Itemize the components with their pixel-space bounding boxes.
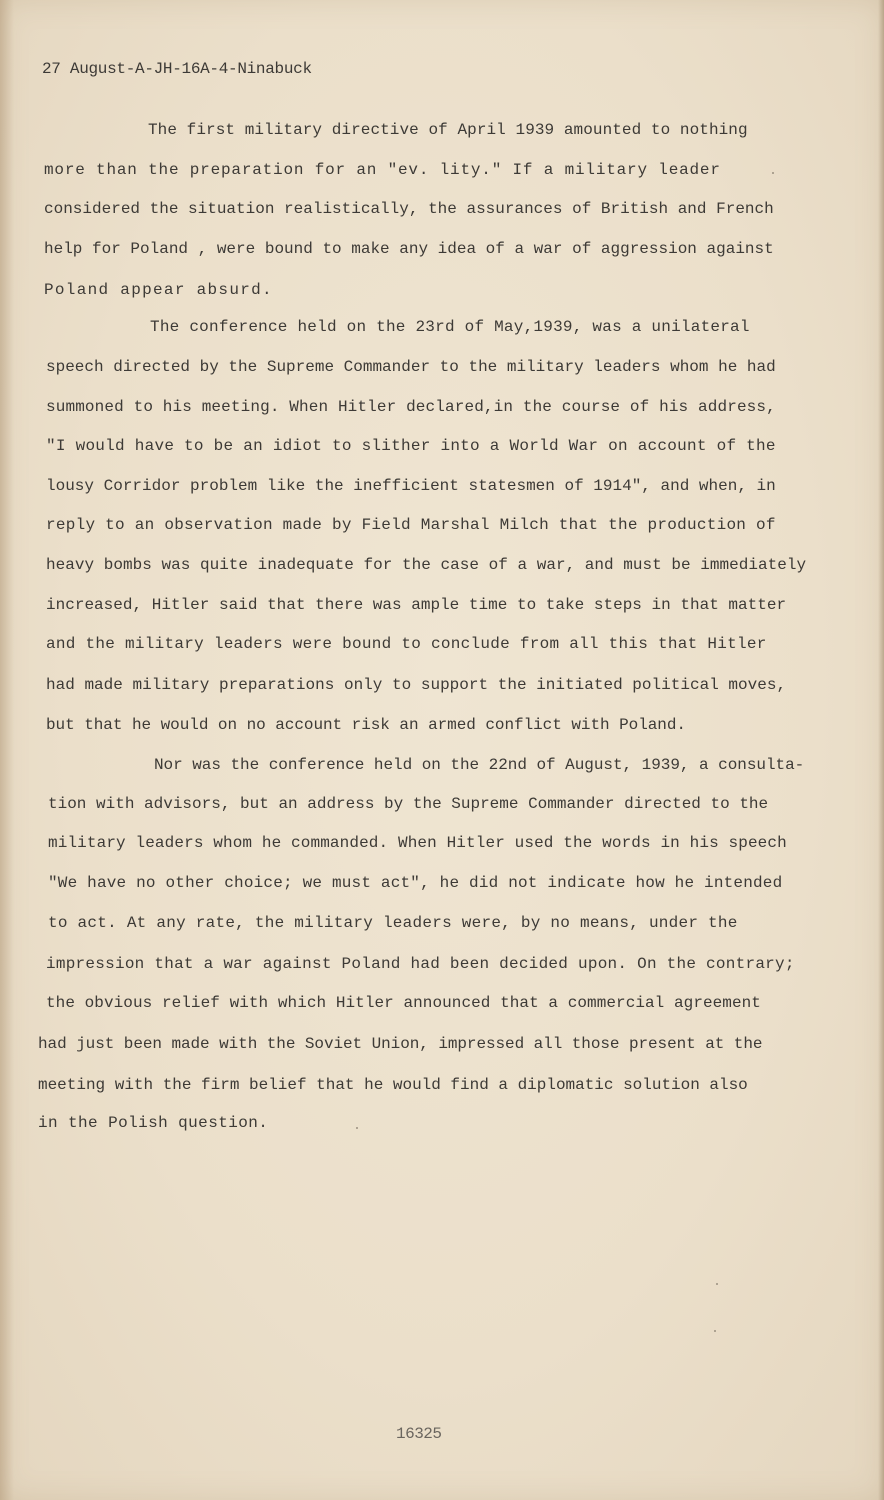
paper-edge-right bbox=[878, 0, 884, 1500]
paper-speck bbox=[716, 1283, 718, 1285]
text-line: help for Poland , were bound to make any idea of a war of aggression against bbox=[44, 240, 774, 258]
text-line: had just been made with the Soviet Union, impressed all those present at the bbox=[38, 1035, 763, 1053]
document-header: 27 August-A-JH-16A-4-Ninabuck bbox=[42, 60, 312, 78]
text-line: but that he would on no account risk an armed conflict with Poland. bbox=[46, 716, 686, 734]
text-line: The first military directive of April 1939 amounted to nothing bbox=[148, 121, 748, 139]
text-line: heavy bombs was quite inadequate for the case of a war, and must be immediately bbox=[46, 556, 807, 574]
text-line: in the Polish question. bbox=[38, 1114, 269, 1132]
text-line: The conference held on the 23rd of May,1939, was a unilateral bbox=[150, 318, 750, 336]
page-number: 16325 bbox=[396, 1425, 442, 1443]
text-line: lousy Corridor problem like the inefficient statesmen of 1914", and when, in bbox=[46, 477, 776, 495]
text-line: more than the preparation for an "ev. lity." If a military leader bbox=[44, 161, 721, 179]
paper-speck bbox=[356, 1127, 358, 1129]
text-line: had made military preparations only to support the initiated political moves, bbox=[46, 676, 787, 694]
text-line: military leaders whom he commanded. When Hitler used the words in his speech bbox=[48, 834, 787, 852]
paper-speck bbox=[714, 1330, 716, 1332]
text-line: speech directed by the Supreme Commander to the military leaders whom he had bbox=[46, 358, 776, 376]
text-line: considered the situation realistically, the assurances of British and French bbox=[44, 200, 774, 218]
text-line: Poland appear absurd. bbox=[44, 281, 273, 299]
text-line: and the military leaders were bound to conclude from all this that Hitler bbox=[46, 635, 767, 653]
text-line: meeting with the firm belief that he would find a diplomatic solution also bbox=[38, 1076, 748, 1094]
paper-edge-left bbox=[0, 0, 14, 1500]
text-line: impression that a war against Poland had been decided upon. On the contrary; bbox=[46, 955, 795, 973]
paper-speck bbox=[772, 172, 774, 174]
text-line: reply to an observation made by Field Marshal Milch that the production of bbox=[46, 516, 776, 534]
text-line: to act. At any rate, the military leaders were, by no means, under the bbox=[48, 914, 738, 932]
text-line: summoned to his meeting. When Hitler declared,in the course of his address, bbox=[46, 398, 776, 416]
text-line: the obvious relief with which Hitler announced that a commercial agreement bbox=[46, 994, 761, 1012]
text-line: Nor was the conference held on the 22nd of August, 1939, a consulta- bbox=[154, 756, 805, 774]
text-line: increased, Hitler said that there was ample time to take steps in that matter bbox=[46, 596, 787, 614]
text-line: tion with advisors, but an address by the Supreme Commander directed to the bbox=[48, 795, 769, 813]
text-line: "We have no other choice; we must act", he did not indicate how he intended bbox=[48, 874, 783, 892]
text-line: "I would have to be an idiot to slither into a World War on account of the bbox=[46, 437, 776, 455]
